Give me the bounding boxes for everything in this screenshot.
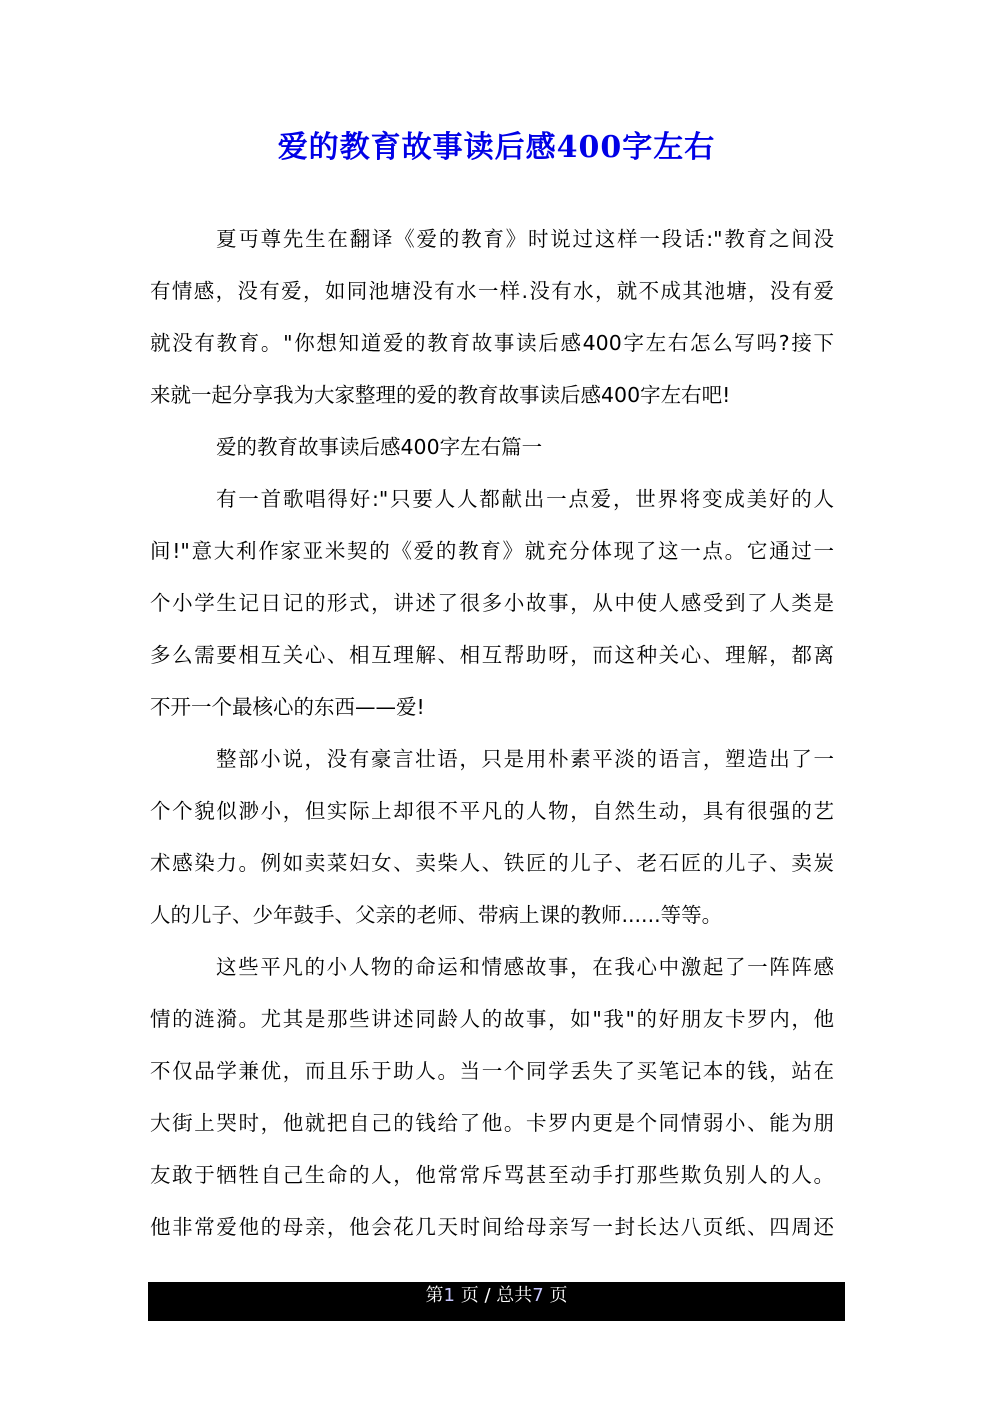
footer-total-suffix: 页 (549, 1285, 568, 1306)
text-line: 不仅品学兼优，而且乐于助人。当一个同学丢失了买笔记本的钱，站在 (150, 1059, 834, 1083)
footer-separator: / (478, 1285, 497, 1306)
footer-page-word: 页 (460, 1285, 479, 1306)
text-line: 多么需要相互关心、相互理解、相互帮助呀，而这种关心、理解，都离 (150, 643, 834, 667)
text-line: 间!"意大利作家亚米契的《爱的教育》就充分体现了这一点。它通过一 (150, 539, 834, 563)
text-line: 大街上哭时，他就把自己的钱给了他。卡罗内更是个同情弱小、能为朋 (150, 1111, 834, 1135)
text-line: 来就一起分享我为大家整理的爱的教育故事读后感400字左右吧! (150, 383, 731, 407)
text-line: 有情感，没有爱，如同池塘没有水一样.没有水，就不成其池塘，没有爱 (150, 279, 834, 303)
text-line: 友敢于牺牲自己生命的人，他常常斥骂甚至动手打那些欺负别人的人。 (150, 1163, 834, 1187)
footer-prefix: 第 (425, 1285, 444, 1306)
text-line: 有一首歌唱得好:"只要人人都献出一点爱，世界将变成美好的人 (216, 487, 834, 511)
document-title: 爱的教育故事读后感400字左右 (277, 130, 716, 165)
text-line: 个个貌似渺小，但实际上却很不平凡的人物，自然生动，具有很强的艺 (150, 799, 834, 823)
text-line: 夏丏尊先生在翻译《爱的教育》时说过这样一段话:"教育之间没 (216, 227, 834, 251)
total-pages-number: 7 (532, 1285, 544, 1306)
text-line: 这些平凡的小人物的命运和情感故事，在我心中激起了一阵阵感 (216, 955, 834, 979)
page-footer (148, 1282, 845, 1321)
current-page-number: 1 (443, 1285, 455, 1306)
text-line: 整部小说，没有豪言壮语，只是用朴素平淡的语言，塑造出了一 (216, 747, 834, 771)
footer-total-prefix: 总共 (496, 1285, 533, 1306)
text-line: 不开一个最核心的东西——爱! (150, 695, 425, 719)
text-line: 爱的教育故事读后感400字左右篇一 (216, 435, 543, 459)
text-line: 情的涟漪。尤其是那些讲述同龄人的故事，如"我"的好朋友卡罗内，他 (150, 1007, 834, 1031)
text-line: 就没有教育。"你想知道爱的教育故事读后感400字左右怎么写吗?接下 (150, 331, 834, 355)
text-line: 他非常爱他的母亲，他会花几天时间给母亲写一封长达八页纸、四周还 (150, 1215, 834, 1239)
document-body (150, 213, 834, 1253)
text-line: 人的儿子、少年鼓手、父亲的老师、带病上课的教师......等等。 (150, 903, 723, 927)
text-line: 个小学生记日记的形式，讲述了很多小故事，从中使人感受到了人类是 (150, 591, 834, 615)
text-line: 术感染力。例如卖菜妇女、卖柴人、铁匠的儿子、老石匠的儿子、卖炭 (150, 851, 834, 875)
